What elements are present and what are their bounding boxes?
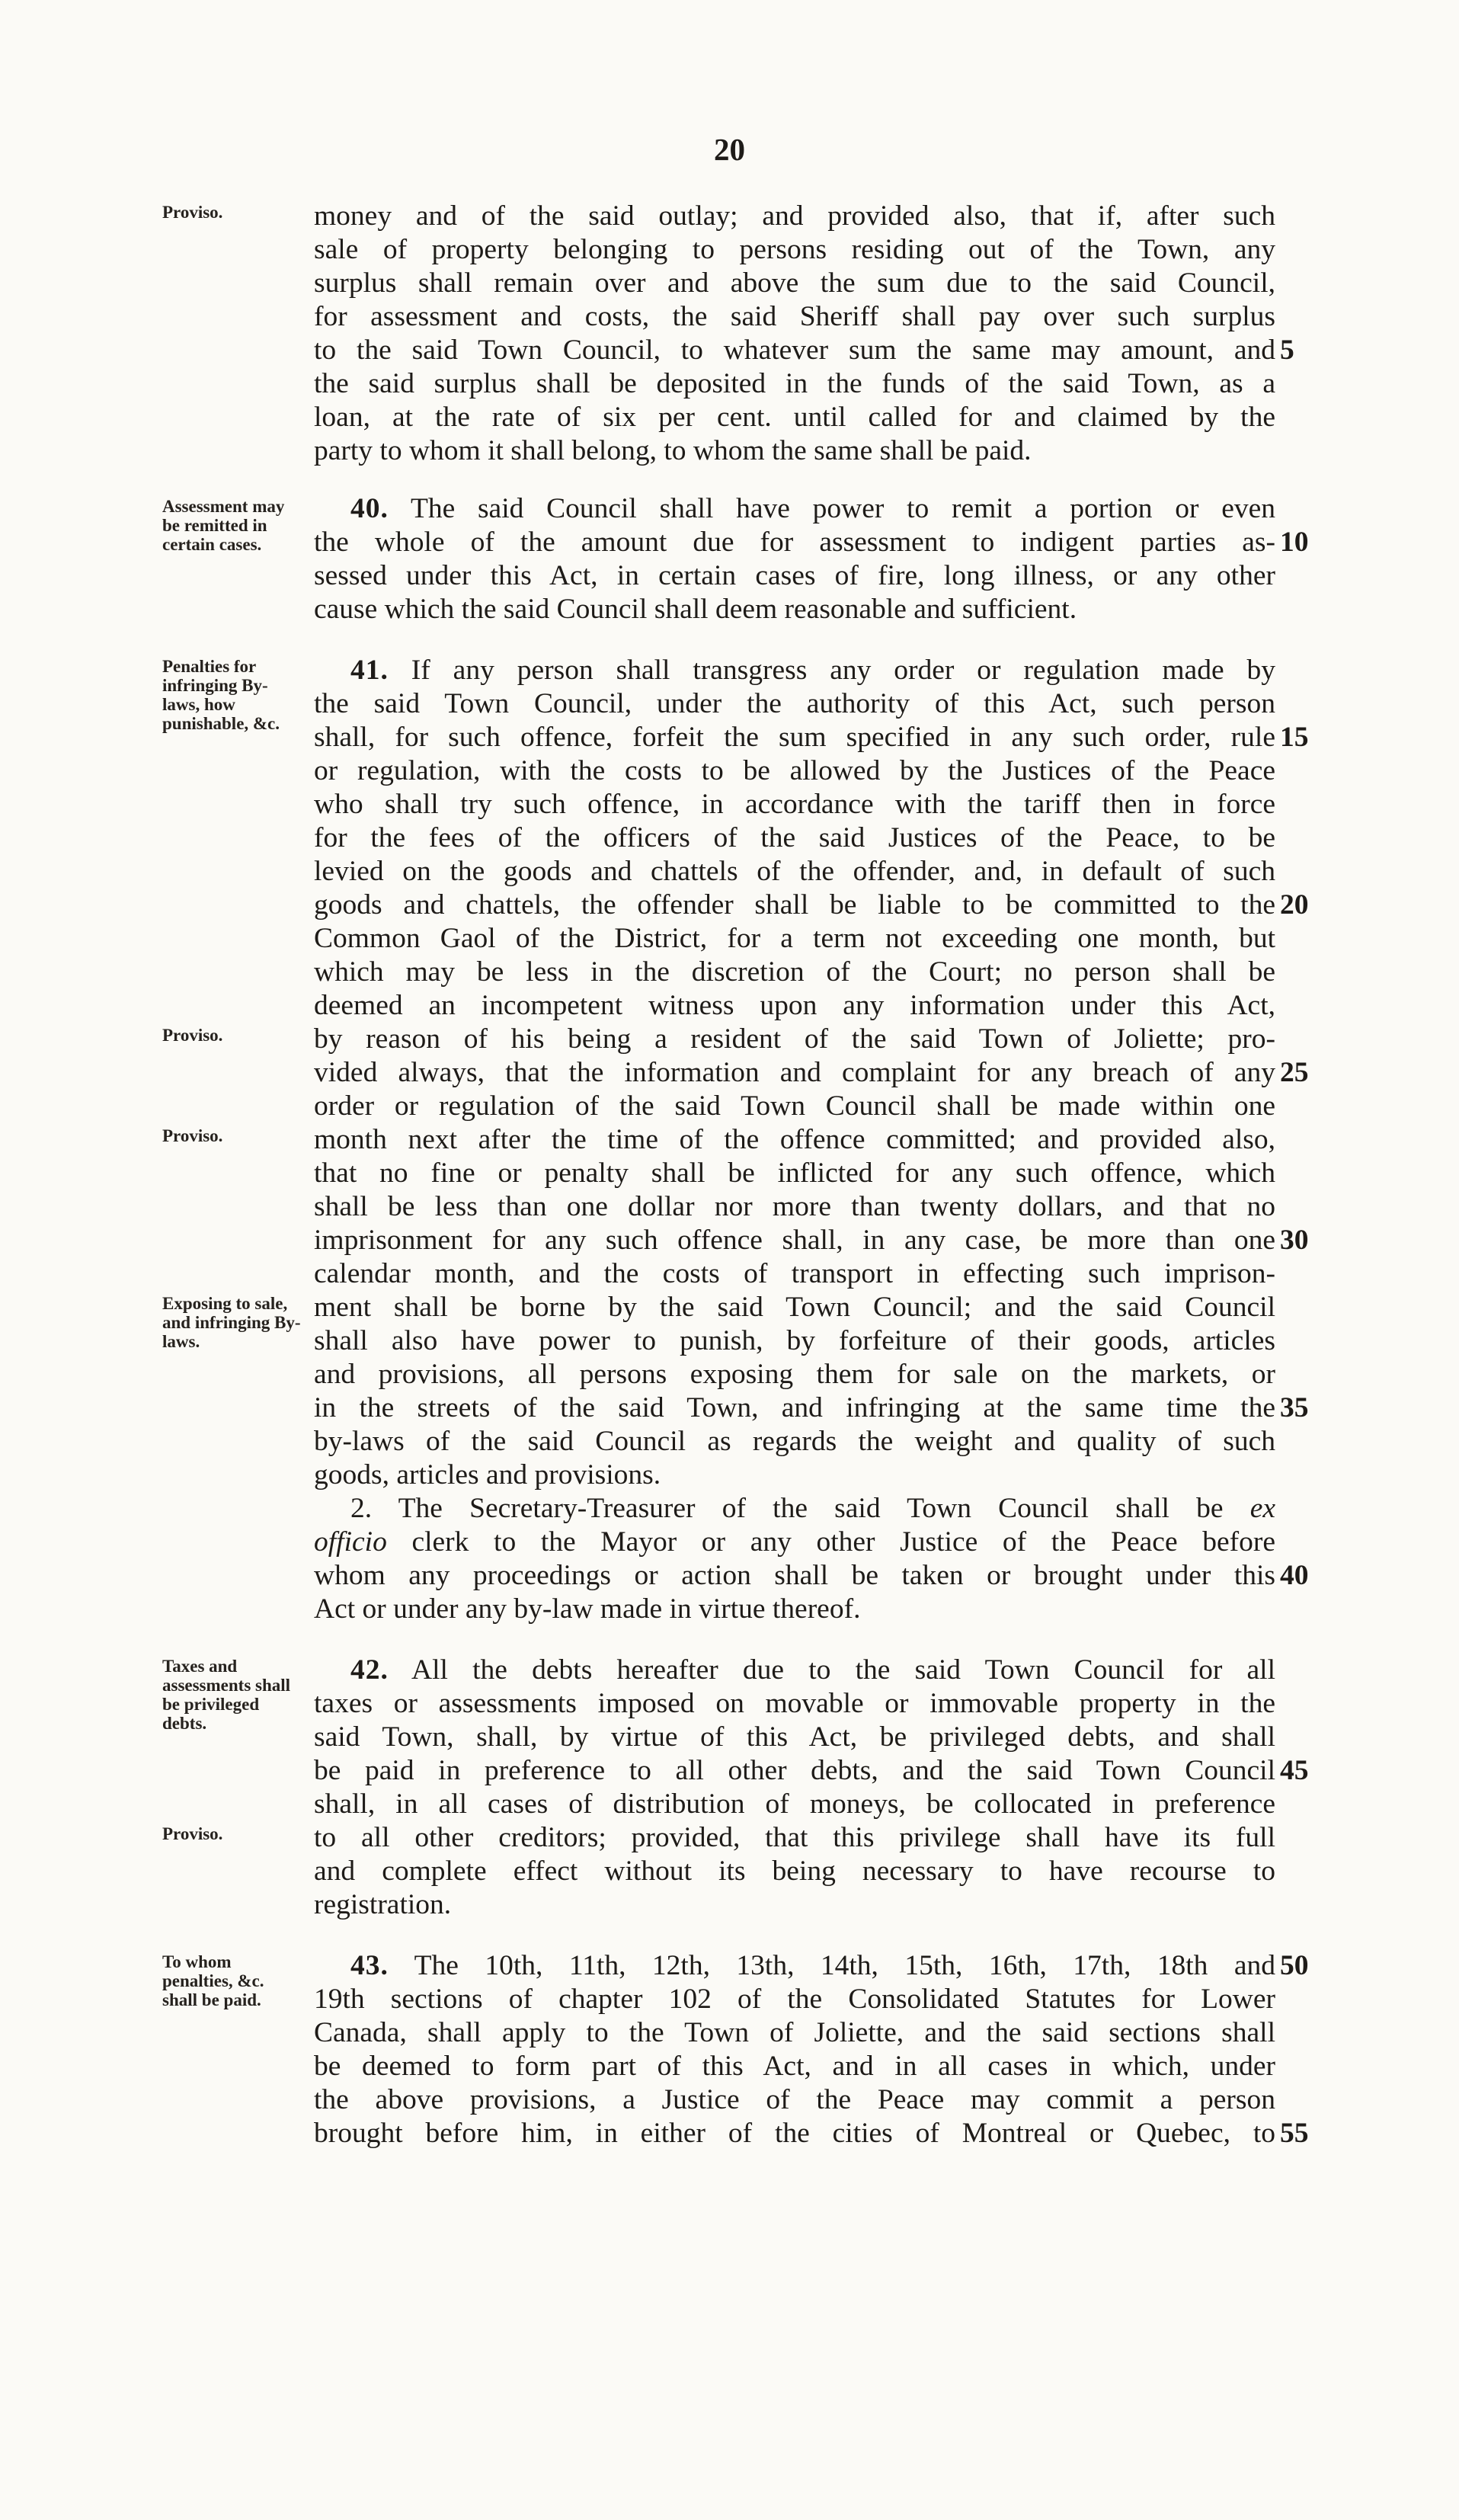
- margin-note: Proviso.: [162, 1126, 223, 1145]
- margin-note: Proviso.: [162, 203, 223, 222]
- line-text: which may be less in the discretion of the Court; no person shall be: [314, 956, 1275, 988]
- line-number: 20: [1280, 889, 1309, 921]
- margin-note: Exposing to sale, and infringing By-laws.: [162, 1294, 301, 1351]
- text-line: [314, 1090, 1275, 1123]
- section-number: 43.: [350, 1950, 389, 1981]
- line-number: 25: [1280, 1057, 1309, 1088]
- line-number: 15: [1280, 722, 1309, 753]
- line-text: and provisions, all persons exposing them for sale on the markets, or: [314, 1359, 1275, 1390]
- line-text: sessed under this Act, in certain cases of fire, long illness, or any other: [314, 560, 1275, 591]
- text-line: [314, 1526, 1275, 1559]
- line-text: the said surplus shall be deposited in the funds of the said Town, as a: [314, 368, 1275, 399]
- text-line: [314, 1123, 1275, 1157]
- line-text: whom any proceedings or action shall be taken or brought under this: [314, 1560, 1275, 1591]
- line-text: said Town, shall, by virtue of this Act, be privileged debts, and shall: [314, 1721, 1275, 1753]
- page-number: 20: [714, 132, 745, 167]
- text-line: [314, 956, 1275, 989]
- text-line: [314, 721, 1275, 754]
- text-line: [314, 1391, 1275, 1425]
- text-line: [350, 492, 1275, 526]
- text-line: [314, 687, 1275, 721]
- section-number: 40.: [350, 493, 389, 524]
- text-line: [314, 200, 1275, 233]
- line-text: 2. The Secretary-Treasurer of the said Town Council shall be ex: [350, 1493, 1275, 1524]
- text-line: [314, 1257, 1275, 1291]
- line-text: Common Gaol of the District, for a term not exceeding one month, but: [314, 923, 1275, 954]
- margin-note: To whom penalties, &c. shall be paid.: [162, 1952, 264, 2009]
- line-number: 45: [1280, 1755, 1309, 1786]
- line-text: be deemed to form part of this Act, and in all cases in which, under: [314, 2051, 1275, 2082]
- line-text: registration.: [314, 1889, 452, 1920]
- text-line: [314, 1721, 1275, 1754]
- text-line: [314, 1593, 1275, 1626]
- line-text: surplus shall remain over and above the sum due to the said Council,: [314, 267, 1275, 299]
- text-line: [314, 1559, 1275, 1593]
- line-text: shall be less than one dollar nor more than twenty dollars, and that no: [314, 1191, 1275, 1222]
- line-text: shall also have power to punish, by forfeiture of their goods, articles: [314, 1325, 1275, 1356]
- line-text: Act or under any by-law made in virtue thereof.: [314, 1593, 861, 1625]
- text-line: [314, 1224, 1275, 1257]
- text-line: [314, 989, 1275, 1023]
- text-line: [314, 401, 1275, 434]
- section-number: 42.: [350, 1654, 389, 1686]
- text-line: [314, 233, 1275, 267]
- text-line: [350, 1492, 1275, 1526]
- text-line: [314, 821, 1275, 855]
- text-line: [314, 1291, 1275, 1324]
- text-line: [314, 1687, 1275, 1721]
- line-number: 5: [1280, 335, 1294, 366]
- line-text: levied on the goods and chattels of the offender, and, in default of such: [314, 856, 1275, 887]
- line-text: and complete effect without its being necessary to have recourse to: [314, 1856, 1275, 1887]
- line-text: by-laws of the said Council as regards the weight and quality of such: [314, 1426, 1275, 1457]
- line-text: the said Town Council, under the authority of this Act, such person: [314, 688, 1275, 719]
- text-line: [314, 1459, 1275, 1492]
- line-text: Canada, shall apply to the Town of Joliette, and the said sections shall: [314, 2017, 1275, 2048]
- line-number: 30: [1280, 1225, 1309, 1256]
- text-line: [314, 1324, 1275, 1358]
- text-line: [350, 1949, 1275, 1983]
- line-text: taxes or assessments imposed on movable or immovable property in the: [314, 1688, 1275, 1719]
- line-text: to the said Town Council, to whatever sum the same may amount, and: [314, 335, 1275, 366]
- line-text: who shall try such offence, in accordance with the tariff then in force: [314, 789, 1275, 820]
- text-line: [314, 2117, 1275, 2150]
- text-line: [314, 300, 1275, 334]
- line-text: the whole of the amount due for assessment to indigent parties as-: [314, 527, 1275, 558]
- margin-note: Proviso.: [162, 1026, 223, 1045]
- line-text: month next after the time of the offence committed; and provided also,: [314, 1124, 1275, 1155]
- line-text: loan, at the rate of six per cent. until called for and claimed by the: [314, 402, 1275, 433]
- line-text: sale of property belonging to persons residing out of the Town, any: [314, 234, 1275, 265]
- text-line: [314, 1157, 1275, 1190]
- text-line: [314, 1190, 1275, 1224]
- line-text: order or regulation of the said Town Council shall be made within one: [314, 1090, 1275, 1122]
- line-text: money and of the said outlay; and provided also, that if, after such: [314, 200, 1275, 232]
- text-line: [314, 1754, 1275, 1788]
- line-number: 40: [1280, 1560, 1309, 1591]
- text-line: [314, 1983, 1275, 2016]
- line-text: in the streets of the said Town, and infringing at the same time the: [314, 1392, 1275, 1423]
- line-text: The 10th, 11th, 12th, 13th, 14th, 15th, 16th, 17th, 18th and: [414, 1950, 1276, 1981]
- line-text: for assessment and costs, the said Sheriff shall pay over such surplus: [314, 301, 1275, 332]
- line-text: If any person shall transgress any order or regulation made by: [411, 655, 1275, 686]
- text-line: [350, 1654, 1275, 1687]
- line-number: 10: [1280, 527, 1309, 558]
- text-line: [314, 889, 1275, 922]
- line-text: cause which the said Council shall deem reasonable and sufficient.: [314, 594, 1077, 625]
- text-line: [314, 267, 1275, 300]
- text-line: [314, 754, 1275, 788]
- line-text: goods and chattels, the offender shall be liable to be committed to the: [314, 889, 1275, 921]
- line-text: for the fees of the officers of the said Justices of the Peace, to be: [314, 822, 1275, 853]
- text-line: [314, 1425, 1275, 1459]
- line-text: the above provisions, a Justice of the Peace may commit a person: [314, 2084, 1275, 2115]
- text-line: [314, 1056, 1275, 1090]
- text-line: [314, 593, 1275, 626]
- text-line: [314, 855, 1275, 889]
- line-text: party to whom it shall belong, to whom the same shall be paid.: [314, 435, 1032, 466]
- text-line: [314, 334, 1275, 367]
- line-text: officio clerk to the Mayor or any other Justice of the Peace before: [314, 1526, 1275, 1558]
- margin-note: Assessment may be remitted in certain cases.: [162, 497, 285, 554]
- text-line: [314, 526, 1275, 559]
- text-line: [314, 1023, 1275, 1056]
- line-text: to all other creditors; provided, that this privilege shall have its full: [314, 1822, 1275, 1853]
- line-number: 50: [1280, 1950, 1309, 1981]
- line-text: brought before him, in either of the cities of Montreal or Quebec, to: [314, 2118, 1275, 2149]
- margin-note: Proviso.: [162, 1824, 223, 1843]
- line-text: All the debts hereafter due to the said Town Council for all: [411, 1654, 1275, 1686]
- text-line: [314, 922, 1275, 956]
- line-text: 19th sections of chapter 102 of the Consolidated Statutes for Lower: [314, 1984, 1275, 2015]
- text-line: [314, 434, 1275, 468]
- text-line: [314, 559, 1275, 593]
- line-text: be paid in preference to all other debts, and the said Town Council: [314, 1755, 1275, 1786]
- line-text: shall, in all cases of distribution of moneys, be collocated in preference: [314, 1788, 1275, 1820]
- text-line: [314, 1821, 1275, 1855]
- text-line: [314, 1855, 1275, 1888]
- text-line: [314, 1788, 1275, 1821]
- line-text: goods, articles and provisions.: [314, 1459, 661, 1491]
- section-number: 41.: [350, 655, 389, 686]
- line-text: shall, for such offence, forfeit the sum specified in any such order, rule: [314, 722, 1275, 753]
- line-text: or regulation, with the costs to be allowed by the Justices of the Peace: [314, 755, 1275, 786]
- text-line: [314, 367, 1275, 401]
- margin-note: Penalties for infringing By-laws, how punishable, &c.: [162, 657, 280, 733]
- text-line: [314, 2083, 1275, 2117]
- line-text: that no fine or penalty shall be inflicted for any such offence, which: [314, 1158, 1275, 1189]
- line-number: 35: [1280, 1392, 1309, 1423]
- text-line: [314, 2050, 1275, 2083]
- line-text: ment shall be borne by the said Town Council; and the said Council: [314, 1292, 1275, 1323]
- line-text: deemed an incompetent witness upon any information under this Act,: [314, 990, 1275, 1021]
- text-line: [314, 2016, 1275, 2050]
- text-line: [314, 1888, 1275, 1922]
- line-text: imprisonment for any such offence shall, in any case, be more than one: [314, 1225, 1275, 1256]
- line-text: calendar month, and the costs of transport in effecting such imprison-: [314, 1258, 1275, 1289]
- text-line: [314, 788, 1275, 821]
- line-text: vided always, that the information and complaint for any breach of any: [314, 1057, 1275, 1088]
- text-line: [350, 654, 1275, 687]
- line-number: 55: [1280, 2118, 1309, 2149]
- line-text: The said Council shall have power to remit a portion or even: [410, 493, 1275, 524]
- margin-note: Taxes and assessments shall be privileged debts.: [162, 1657, 291, 1733]
- text-line: [314, 1358, 1275, 1391]
- line-text: by reason of his being a resident of the said Town of Joliette; pro-: [314, 1023, 1275, 1055]
